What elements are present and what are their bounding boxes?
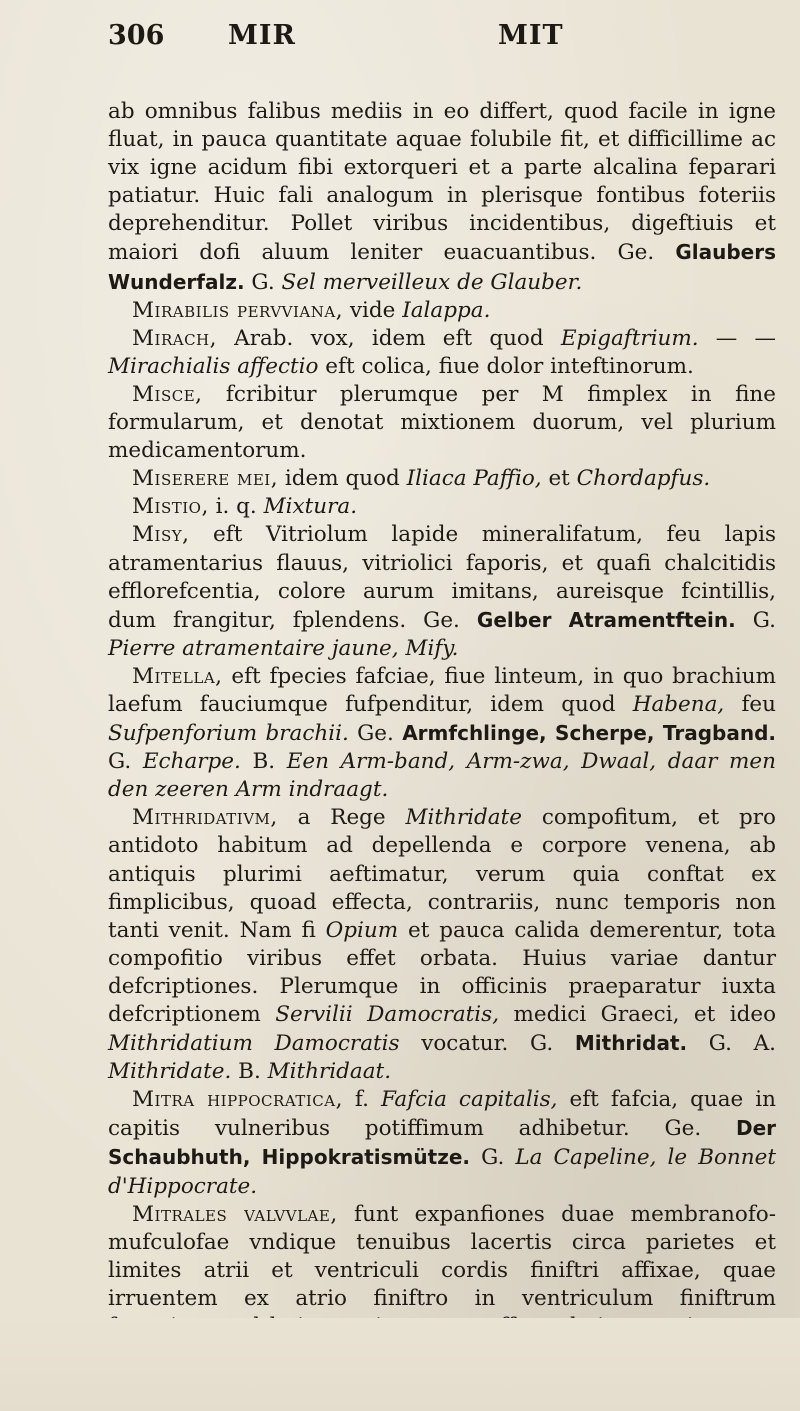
italic-term: Habena, [632,691,725,717]
italic-term: Mithridatium Damocratis [108,1031,400,1057]
body-text: i. q. [208,494,264,520]
body-text: compofitum, et pro antidoto habitum ad depellenda e corpore venena, ab antiquis plurimi aeftimatur, verum quia conftat ex fimplicibus, quoad effecta, contrariis, nunc temporis non tanti venit. Nam fi [108,805,776,943]
dictionary-entry [108,381,776,465]
german-term: Mithridat. [574,1031,688,1056]
body-text: G. [244,269,282,295]
italic-term: Fafcia capitalis, [380,1087,558,1113]
body-text: vide [343,297,403,323]
dictionary-text [108,98,776,1399]
italic-term: Mithridaat. [267,1059,392,1085]
body-text: eft fafcia, quae in capitis vulneribus potiffimum adhibetur. Ge. [108,1087,776,1142]
page-number: 306 [108,20,165,51]
body-text: Arab. vox, idem eft quod [216,325,561,351]
dictionary-entry [108,297,776,325]
body-text: G. [108,749,143,775]
italic-term: Echarpe. [142,749,241,775]
body-text: medici Graeci, et ideo [499,1002,777,1027]
entry-headword: Mithridativm, [132,805,278,831]
dictionary-entry [108,465,776,493]
body-text: a Rege [277,805,406,831]
german-term: Der Schaubhuth, Hippokratismütze. [108,1116,776,1170]
body-text: et pauca calida demerentur, tota compofitio viribus effet orbata. Huius variae dantur defcriptiones. Plerumque in officinis praeparatur iuxta defcriptionem [108,917,776,1027]
entry-headword: Mitrales valvvlae, [132,1201,338,1227]
body-text: idem quod [278,466,407,492]
italic-term: Sel merveilleux de Glauber. [281,269,583,295]
body-text: G. [470,1145,516,1171]
dictionary-entry [108,325,776,381]
dictionary-entry [108,493,776,521]
body-text: eft Vitriolum lapide mineralifatum, feu lapis atramentarius flauus, vitriolici faporis, et quafi chalcitidis efflorefcentia, colore aurum imitans, aureisque fcintillis, dum frangitur, fplendens. Ge. [108,522,776,633]
running-head-right: MIT [498,20,564,51]
body-text: funt expanfiones duae membranofo-mufculofae vndique tenuibus lacertis circa parietes et limites atrii et ventriculi cordis finiftri affixae, quae irruentem ex atrio finiftro in ventriculum finiftrum [108,1201,776,1311]
dictionary-entry [108,521,776,662]
body-text: Ge. [348,721,403,747]
entry-headword: Misce, [132,381,203,407]
italic-term: Mixtura. [263,494,358,520]
body-text: vocatur. G. [399,1031,575,1057]
italic-term: Mirachialis affectio [108,353,319,379]
body-text: f. [342,1087,381,1113]
continued-entry [108,98,776,297]
german-term: Gelber Atramentftein. [476,607,736,632]
entry-headword: Mirabilis pervviana, [132,297,344,323]
italic-term: Opium [325,917,399,943]
italic-term: Pierre atramentaire jaune, Mify. [108,635,459,661]
italic-term: Chordapfus. [576,466,711,492]
dictionary-entry [108,663,776,804]
italic-term: Mithridate [405,805,522,831]
running-head-left: MIR [228,20,296,51]
italic-term: Epigaftrium. [560,325,699,351]
entry-headword: Mitra hippocratica, [132,1087,343,1113]
body-text: B. [231,1059,268,1085]
entry-headword: Misy, [132,522,190,548]
body-text: eft fpecies fafciae, fiue linteum, in quo brachium laefum fauciumque fufpenditur, idem quod [108,663,776,717]
body-text: G. A. [687,1031,776,1057]
running-head [108,20,710,70]
italic-term: Servilii Damocratis, [275,1002,500,1027]
italic-term: La Capeline, le Bonnet d'Hippocrate. [108,1145,776,1199]
italic-term: Mithridate. [108,1059,232,1085]
entry-headword: Miserere mei, [132,466,279,492]
body-text: — — [698,325,777,351]
body-text: et [541,466,577,492]
german-term: Armfchlinge, Scherpe, Tragband. [402,721,776,746]
italic-term: Ialappa. [402,297,491,323]
italic-term: Een Arm-band, Arm-zwa, Dwaal, daar men den zeeren Arm indraagt. [108,749,776,803]
entry-headword: Mirach, [132,325,217,351]
body-text: feu [724,691,776,717]
body-text: fcribitur plerumque per M fimplex in fine formularum, et denotat mixtionem duorum, vel plurium medicamentorum. [108,381,776,464]
body-text: B. [240,749,287,775]
body-text: G. [735,607,776,633]
dictionary-entry [108,1086,776,1200]
italic-term: Sufpenforium brachii. [108,721,349,747]
italic-term: Iliaca Paffio, [406,466,542,492]
german-term: Glaubers Wunderfalz. [108,240,776,294]
dictionary-entry [108,804,776,1086]
entry-headword: Mistio, [132,494,209,520]
body-text: ab omnibus falibus mediis in eo differt, quod facile in igne fluat, in pauca quantitate aquae folubile fit, et difficillime ac vix igne acidum fibi extorqueri et a parte alcalina feparari patiatur. Huic fali analogum in plerisque fontibus foteriis deprehenditur. Pollet viribus incidentibus, digeftiuis et maiori dofi aluum leniter euacuantibus. Ge. [108,99,776,266]
bottom-margin [0,1318,800,1411]
body-text: eft colica, fiue dolor inteftinorum. [318,353,694,379]
entry-headword: Mitella, [132,663,223,689]
